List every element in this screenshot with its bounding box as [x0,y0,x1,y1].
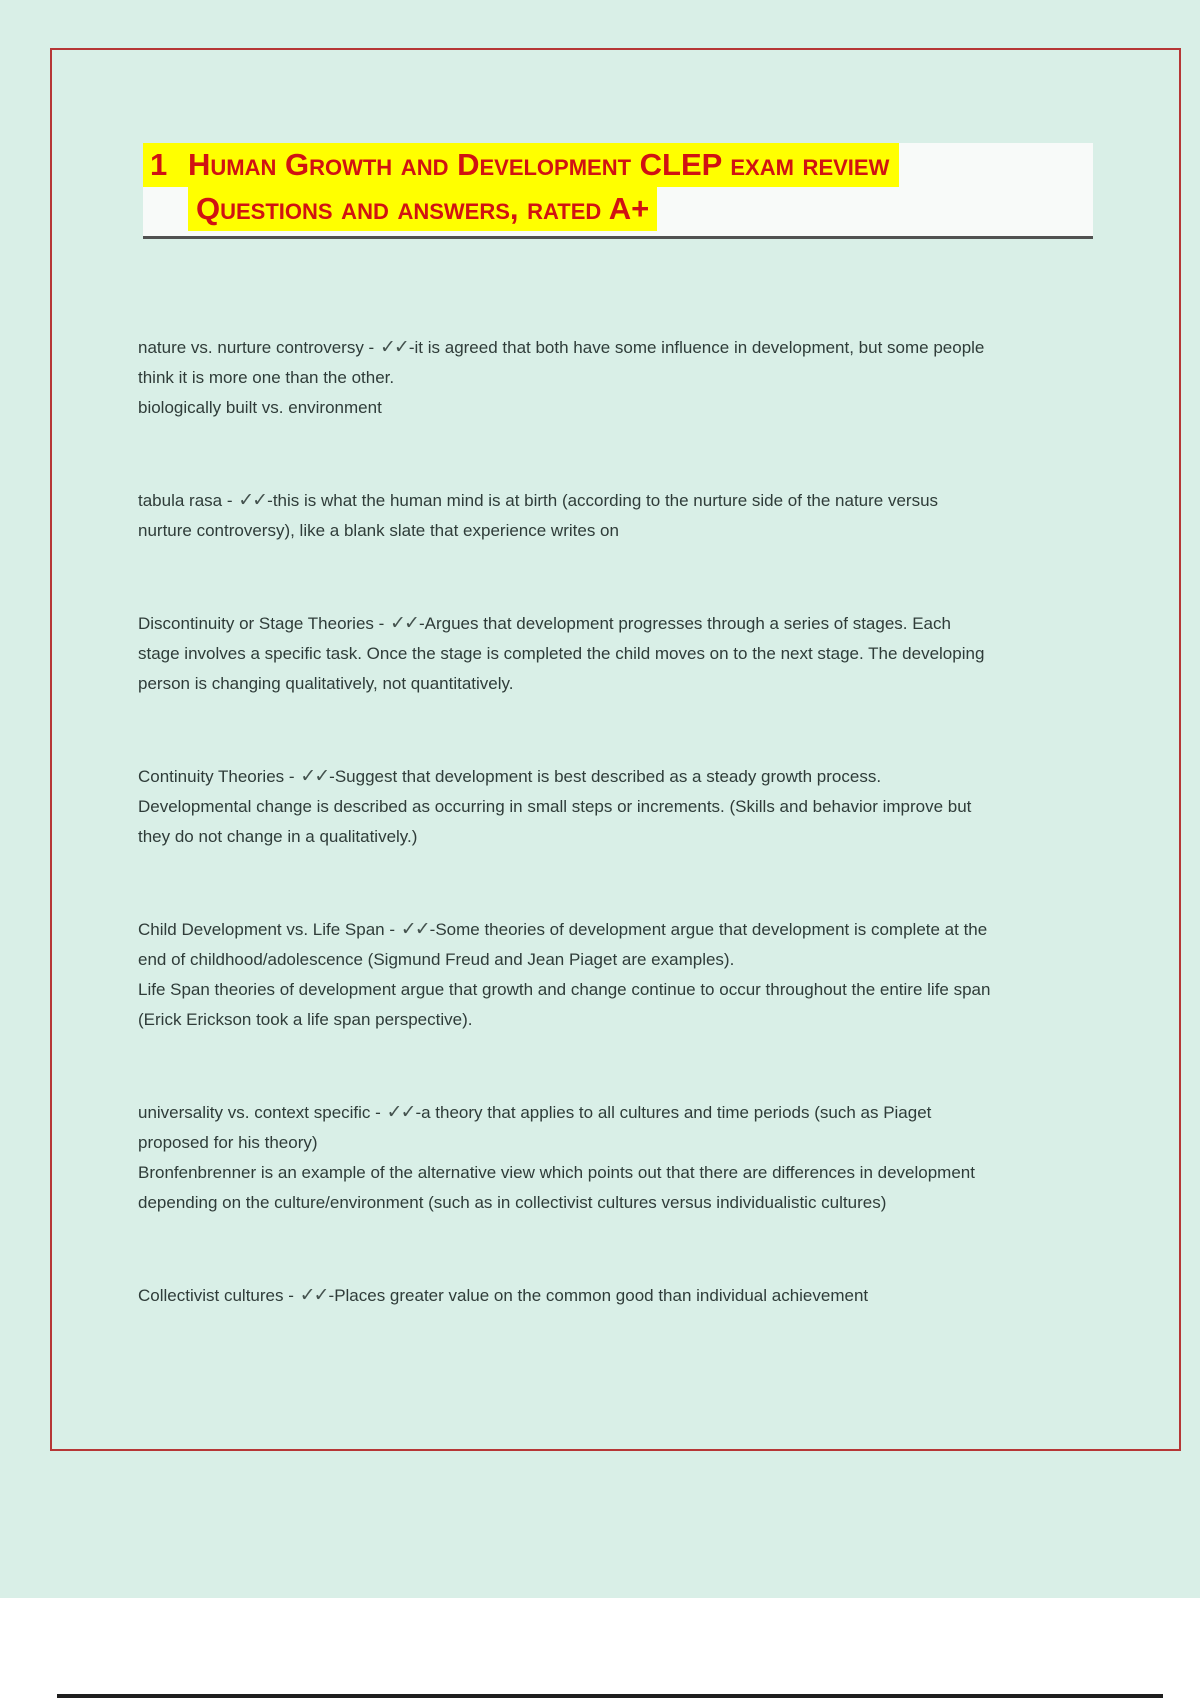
qa-joiner: - [418,614,425,633]
qa-separator: - [363,338,379,357]
qa-content [138,333,994,1311]
qa-followup: biologically built vs. environment [138,398,382,417]
qa-paragraph [138,486,994,546]
qa-answer: this is what the human mind is at birth (according to the nurture side of the nature versus nurture controversy), like a blank slate that experience writes on [138,491,939,540]
double-check-icon: ✓✓ [386,1102,415,1123]
heading-subtitle-text: Questions and answers, rated A+ [196,191,650,226]
qa-joiner: - [415,1103,422,1122]
qa-separator: - [373,614,390,633]
qa-term: Collectivist cultures [138,1286,284,1305]
qa-followup: Life Span theories of development argue that growth and change continue to occur throughout the entire life span (Erick Erickson took a life span perspective). [138,980,991,1029]
qa-block [138,609,994,699]
qa-block [138,1281,994,1311]
qa-separator: - [284,767,300,786]
qa-block [138,486,994,546]
qa-block [138,1098,994,1218]
qa-term: nature vs. nurture controversy [138,338,364,357]
qa-term: tabula rasa [138,491,223,510]
double-check-icon: ✓✓ [390,613,418,634]
qa-paragraph [138,333,994,393]
qa-separator: - [222,491,238,510]
qa-block [138,333,994,423]
double-check-icon: ✓✓ [400,919,429,940]
qa-joiner: - [329,767,335,786]
qa-joiner: - [429,920,436,939]
qa-answer: Suggest that development is best described as a steady growth process. Developmental change is described as occurring in small steps or increments. (Skills and behavior improve but they do not change in a qualitatively.) [138,767,972,846]
qa-paragraph [138,762,994,852]
double-check-icon: ✓✓ [379,337,408,358]
qa-term: Child Development vs. Life Span [138,920,385,939]
qa-joiner: - [408,338,415,357]
qa-answer: Some theories of development argue that development is complete at the end of childhood/adolescence (Sigmund Freud and Jean Piaget are examples). [138,920,988,969]
heading-highlight-1 [143,143,899,187]
qa-paragraph [138,609,994,699]
qa-followup: Bronfenbrenner is an example of the alternative view which points out that there are differences in development depending on the culture/environment (such as in collectivist cultures versus individualistic cultures) [138,1163,975,1212]
double-check-icon: ✓✓ [299,1285,328,1306]
qa-block [138,762,994,852]
qa-paragraph [138,915,994,975]
qa-term: Continuity Theories [138,767,285,786]
heading-line-1 [143,143,1093,187]
qa-joiner: - [267,491,273,510]
heading-highlight-2 [188,187,657,231]
qa-answer: it is agreed that both have some influence in development, but some people think it is more one than the other. [138,338,985,387]
qa-separator: - [283,1286,299,1305]
qa-paragraph [138,1281,994,1311]
qa-answer: Places greater value on the common good than individual achievement [334,1286,869,1305]
qa-term: universality vs. context specific [138,1103,371,1122]
double-check-icon: ✓✓ [238,490,267,511]
qa-term: Discontinuity or Stage Theories [138,614,374,633]
qa-block [138,915,994,1035]
qa-paragraph [138,1098,994,1158]
qa-answer: Argues that development progresses through a series of stages. Each stage involves a specific task. Once the stage is completed the child moves on to the next stage. The developing person is changing qualitatively, not quantitatively. [138,614,985,693]
qa-separator: - [370,1103,386,1122]
qa-answer: a theory that applies to all cultures and time periods (such as Piaget proposed for his theory) [138,1103,932,1152]
heading-title-text: Human Growth and Development CLEP exam review [188,147,890,182]
heading-block [143,143,1093,239]
qa-joiner: - [328,1286,335,1305]
next-page-top-edge [57,1694,1163,1698]
heading-line-2 [188,187,1093,231]
heading-number: 1 [150,147,168,182]
double-check-icon: ✓✓ [300,766,329,787]
qa-separator: - [384,920,400,939]
